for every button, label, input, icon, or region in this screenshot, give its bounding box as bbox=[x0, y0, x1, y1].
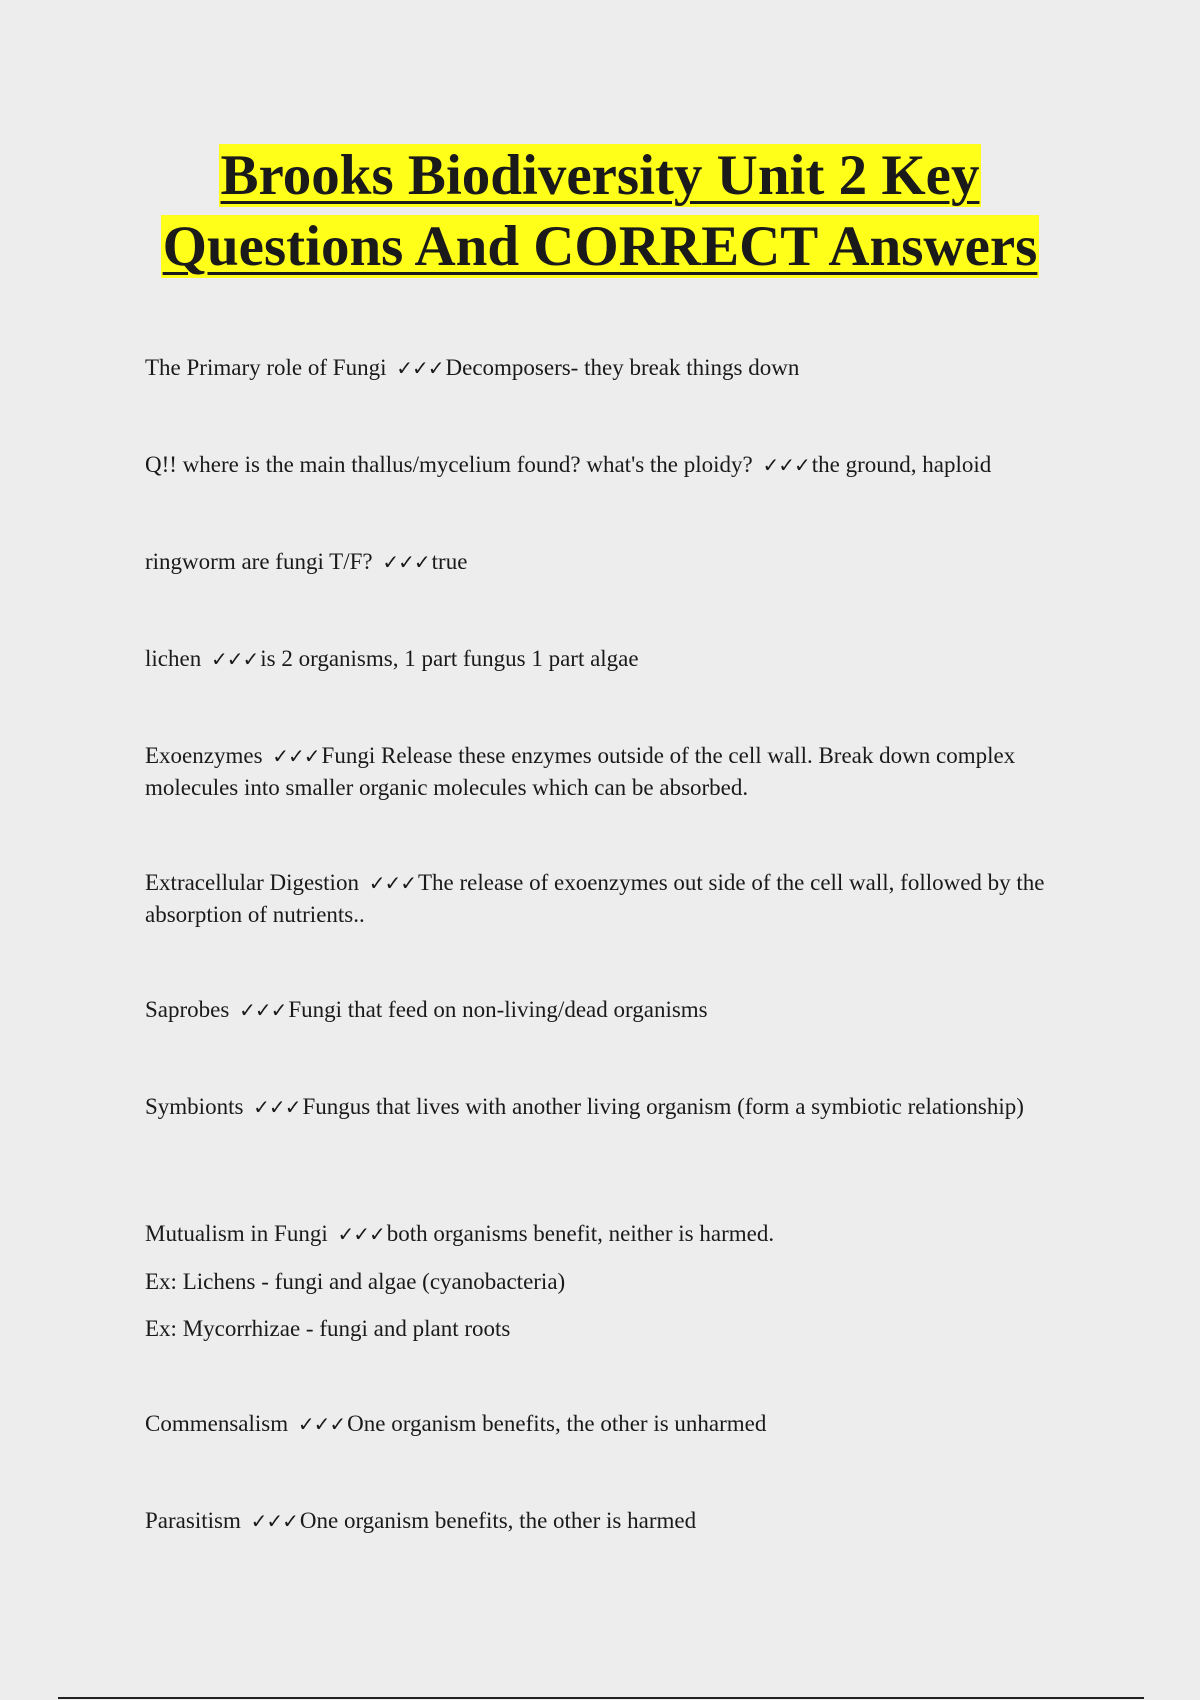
entry-answer: One organism benefits, the other is unharmed bbox=[347, 1411, 767, 1436]
check-marks-icon: ✓✓✓ bbox=[337, 1222, 385, 1246]
entry-answer: both organisms benefit, neither is harmed. bbox=[386, 1221, 775, 1246]
entry-answer: Fungi that feed on non-living/dead organisms bbox=[288, 997, 708, 1022]
entry-answer: true bbox=[431, 549, 468, 574]
qa-entry-symbionts bbox=[145, 1091, 1065, 1123]
entry-term: Symbionts bbox=[145, 1094, 244, 1119]
entry-answer: Decomposers- they break things down bbox=[445, 355, 800, 380]
entry-answer: The release of exoenzymes out side of the cell wall, followed by the absorption of nutrients.. bbox=[145, 870, 1045, 927]
entry-term: Parasitism bbox=[145, 1508, 241, 1533]
qa-entry-commensalism bbox=[145, 1408, 1065, 1440]
check-marks-icon: ✓✓✓ bbox=[210, 647, 259, 671]
check-marks-icon: ✓✓✓ bbox=[239, 998, 287, 1022]
check-marks-icon: ✓✓✓ bbox=[368, 871, 416, 895]
entry-term: The Primary role of Fungi bbox=[145, 355, 387, 380]
entry-term: Q!! where is the main thallus/mycelium found? what's the ploidy? bbox=[145, 452, 753, 477]
check-marks-icon: ✓✓✓ bbox=[382, 550, 430, 574]
entry-answer: One organism benefits, the other is harmed bbox=[299, 1508, 697, 1533]
qa-entry-thallus-ploidy bbox=[145, 449, 1065, 481]
qa-entry-extracellular-digestion bbox=[145, 867, 1065, 930]
qa-entry-ringworm bbox=[145, 546, 1065, 578]
check-marks-icon: ✓✓✓ bbox=[762, 453, 810, 477]
entry-term: lichen bbox=[145, 646, 202, 671]
qa-entry-lichen bbox=[145, 643, 1065, 675]
qa-entry-saprobes bbox=[145, 994, 1065, 1026]
example-mycorrhizae: Ex: Mycorrhizae - fungi and plant roots bbox=[145, 1316, 511, 1341]
entry-term: ringworm are fungi T/F? bbox=[145, 549, 373, 574]
qa-entry-parasitism bbox=[145, 1505, 1065, 1537]
document-title bbox=[100, 140, 1100, 282]
qa-entry-primary-role-of-fungi bbox=[145, 352, 1065, 384]
footer-divider bbox=[58, 1697, 1144, 1699]
check-marks-icon: ✓✓✓ bbox=[272, 744, 320, 768]
check-marks-icon: ✓✓✓ bbox=[253, 1095, 301, 1119]
check-marks-icon: ✓✓✓ bbox=[250, 1509, 298, 1533]
title-line-1: Brooks Biodiversity Unit 2 Key bbox=[220, 144, 980, 207]
qa-entry-mutualism bbox=[145, 1218, 1065, 1344]
entry-answer: is 2 organisms, 1 part fungus 1 part algae bbox=[260, 646, 639, 671]
qa-entry-exoenzymes bbox=[145, 740, 1065, 803]
check-marks-icon: ✓✓✓ bbox=[396, 356, 444, 380]
entry-term: Saprobes bbox=[145, 997, 230, 1022]
entry-term: Commensalism bbox=[145, 1411, 289, 1436]
entry-term: Mutualism in Fungi bbox=[145, 1221, 328, 1246]
entry-answer: Fungi Release these enzymes outside of the cell wall. Break down complex molecules into smaller organic molecules which can be absorbed. bbox=[145, 743, 1016, 800]
entry-term: Extracellular Digestion bbox=[145, 870, 359, 895]
example-lichens: Ex: Lichens - fungi and algae (cyanobacteria) bbox=[145, 1269, 566, 1294]
title-line-2: Questions And CORRECT Answers bbox=[162, 215, 1038, 278]
entry-answer: Fungus that lives with another living organism (form a symbiotic relationship) bbox=[302, 1094, 1024, 1119]
entry-answer: the ground, haploid bbox=[811, 452, 992, 477]
check-marks-icon: ✓✓✓ bbox=[297, 1412, 346, 1436]
entry-term: Exoenzymes bbox=[145, 743, 263, 768]
